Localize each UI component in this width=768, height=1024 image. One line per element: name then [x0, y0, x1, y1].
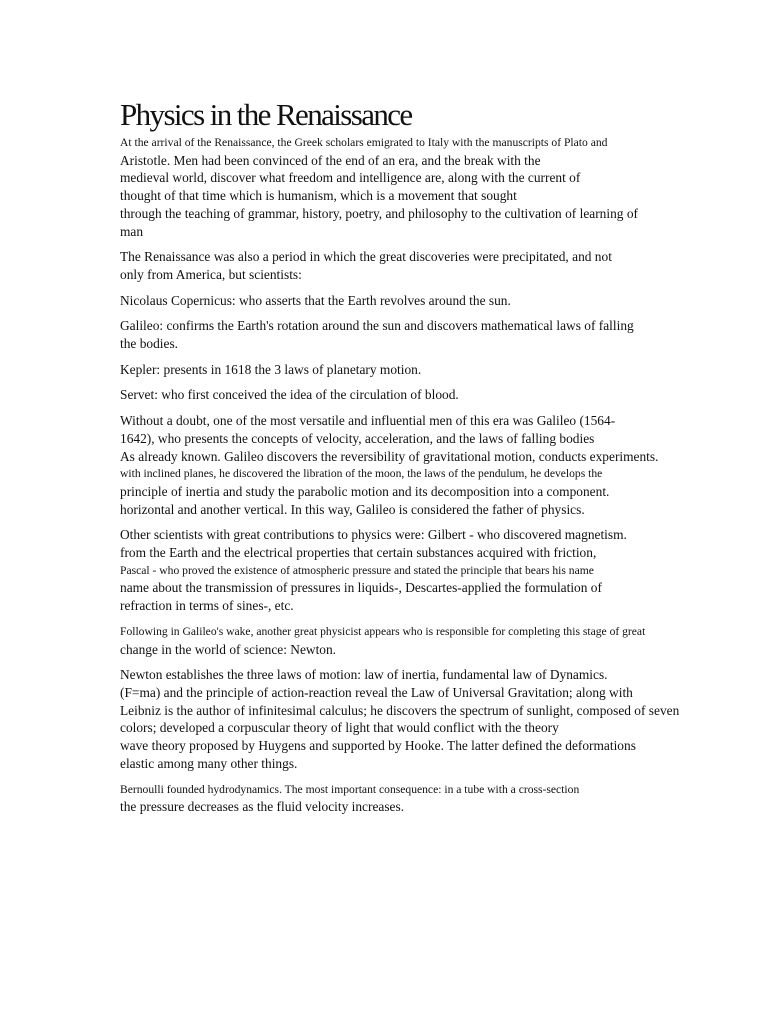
paragraph [120, 412, 720, 518]
text-line: Pascal - who proved the existence of atmospheric pressure and stated the principle that bears his name [120, 563, 594, 577]
text-line: wave theory proposed by Huygens and supported by Hooke. The latter defined the deformations [120, 738, 636, 754]
paragraph [120, 781, 720, 816]
document-title: Physics in the Renaissance [120, 97, 412, 132]
text-line: 1642), who presents the concepts of velocity, acceleration, and the laws of falling bodies [120, 430, 595, 446]
text-line: thought of that time which is humanism, which is a movement that sought [120, 188, 517, 204]
text-line: refraction in terms of sines-, etc. [120, 598, 294, 614]
paragraph [120, 623, 720, 658]
text-line: At the arrival of the Renaissance, the Greek scholars emigrated to Italy with the manuscripts of Plato and [120, 136, 608, 149]
text-line: Other scientists with great contributions to physics were: Gilbert - who discovered magnetism. [120, 527, 627, 543]
text-line: medieval world, discover what freedom and intelligence are, along with the current of [120, 170, 581, 186]
text-line: Following in Galileo's wake, another great physicist appears who is responsible for completing this stage of great [120, 624, 646, 638]
text-line: (F=ma) and the principle of action-reaction reveal the Law of Universal Gravitation; along with [120, 684, 633, 700]
text-line: The Renaissance was also a period in which the great discoveries were precipitated, and not [120, 249, 612, 265]
paragraph [120, 526, 720, 615]
text-line: Servet: who first conceived the idea of the circulation of blood. [120, 387, 459, 403]
text-line: principle of inertia and study the parabolic motion and its decomposition into a component. [120, 483, 610, 499]
text-line: name about the transmission of pressures in liquids-, Descartes-applied the formulation of [120, 580, 602, 596]
text-line: Bernoulli founded hydrodynamics. The most important consequence: in a tube with a cross-section [120, 782, 580, 796]
paragraph [120, 317, 720, 352]
text-line: colors; developed a corpuscular theory of light that would conflict with the theory [120, 720, 559, 736]
paragraph [120, 386, 720, 404]
text-line: Leibniz is the author of infinitesimal calculus; he discovers the spectrum of sunlight, composed of seven [120, 702, 680, 718]
text-line: from the Earth and the electrical properties that certain substances acquired with friction, [120, 545, 597, 561]
text-line: Without a doubt, one of the most versatile and influential men of this era was Galileo (1564- [120, 413, 616, 429]
text-line: horizontal and another vertical. In this way, Galileo is considered the father of physics. [120, 501, 585, 517]
text-line: Newton establishes the three laws of motion: law of inertia, fundamental law of Dynamics. [120, 667, 608, 683]
text-line: only from America, but scientists: [120, 266, 302, 282]
text-line: Aristotle. Men had been convinced of the end of an era, and the break with the [120, 152, 541, 168]
document-page [120, 98, 720, 824]
text-line: change in the world of science: Newton. [120, 641, 337, 657]
text-line: Galileo: confirms the Earth's rotation around the sun and discovers mathematical laws of falling [120, 318, 634, 334]
paragraph [120, 248, 720, 283]
paragraph [120, 666, 720, 772]
text-line: with inclined planes, he discovered the libration of the moon, the laws of the pendulum, he develops the [120, 467, 603, 481]
text-line: the bodies. [120, 336, 179, 352]
text-line: As already known. Galileo discovers the reversibility of gravitational motion, conducts experiments. [120, 448, 659, 464]
paragraph [120, 361, 720, 379]
text-line: elastic among many other things. [120, 755, 298, 771]
paragraph [120, 134, 720, 240]
text-line: man [120, 223, 144, 239]
text-line: Kepler: presents in 1618 the 3 laws of planetary motion. [120, 361, 422, 377]
paragraph [120, 292, 720, 310]
document-body [120, 134, 720, 816]
text-line: the pressure decreases as the fluid velocity increases. [120, 799, 405, 815]
text-line: Nicolaus Copernicus: who asserts that the Earth revolves around the sun. [120, 292, 511, 308]
text-line: through the teaching of grammar, history, poetry, and philosophy to the cultivation of learning of [120, 205, 638, 221]
